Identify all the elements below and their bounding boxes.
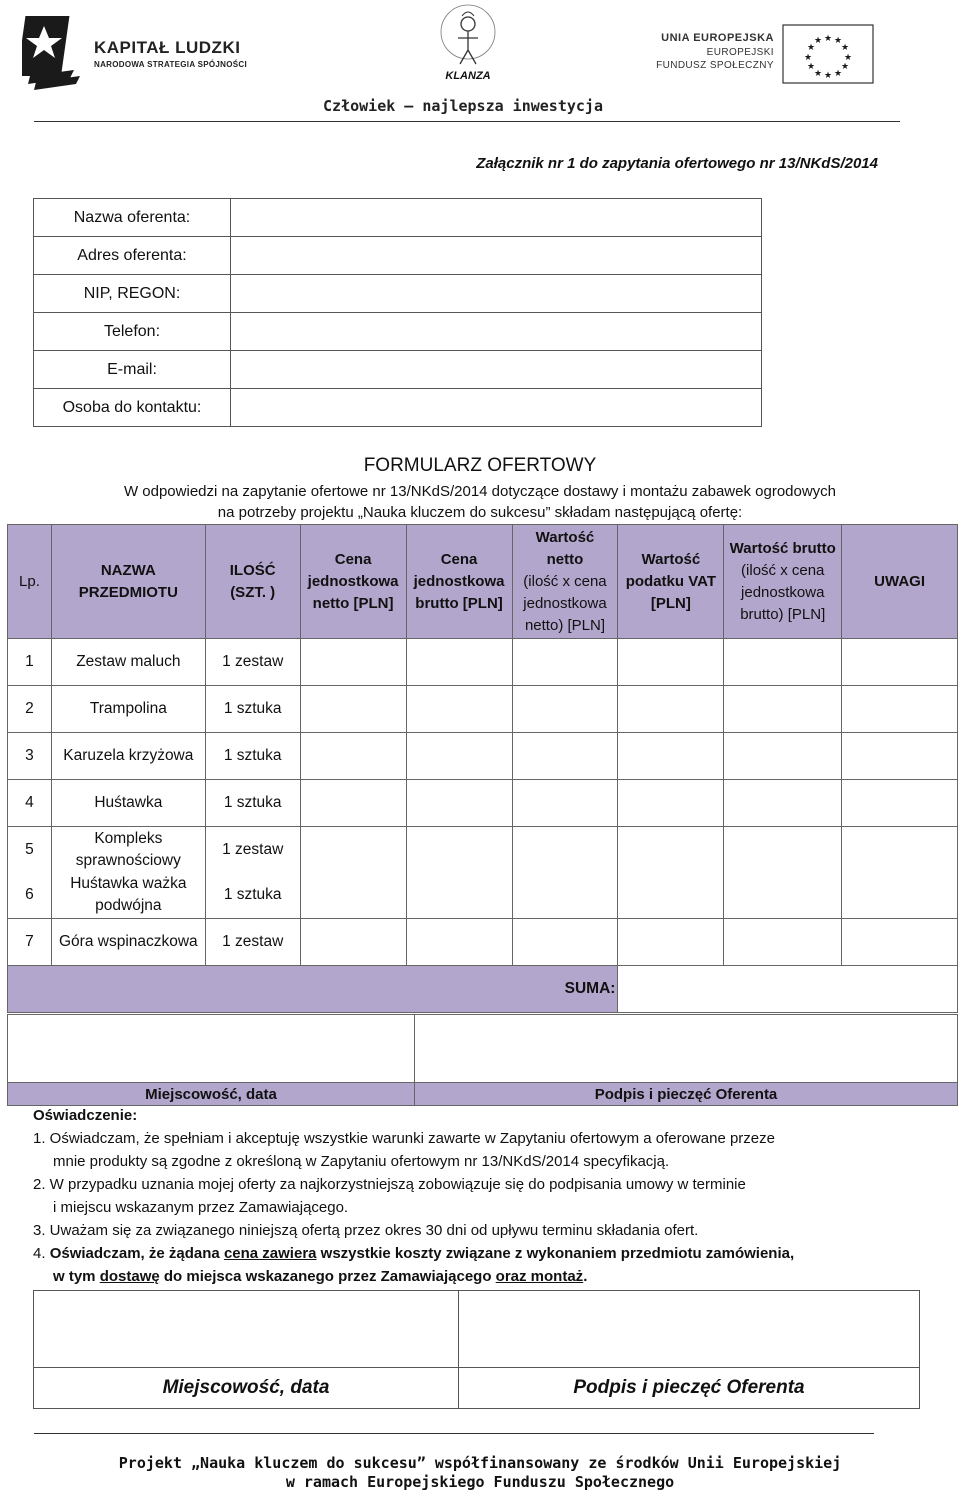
cell-input[interactable] bbox=[842, 780, 958, 827]
declarations bbox=[33, 1104, 933, 1288]
cell-input[interactable] bbox=[300, 639, 406, 686]
cell-name: Góra wspinaczkowa bbox=[51, 919, 205, 966]
declaration-2a: 2. W przypadku uznania mojej oferty za najkorzystniejszą zobowiązuje się do podpisania umowy w terminie bbox=[33, 1176, 746, 1193]
svg-text:★: ★ bbox=[813, 36, 823, 46]
table-row bbox=[8, 780, 958, 827]
cell-name: Huśtawka bbox=[51, 780, 205, 827]
header-divider bbox=[34, 121, 900, 122]
place-date-field-2[interactable] bbox=[34, 1291, 459, 1368]
signature-label-2: Podpis i pieczęć Oferenta bbox=[459, 1368, 920, 1409]
kapital-ludzki-subtitle: NARODOWA STRATEGIA SPÓJNOŚCI bbox=[94, 60, 248, 69]
cell-input[interactable] bbox=[842, 733, 958, 780]
cell-input[interactable] bbox=[842, 873, 958, 919]
cell-input[interactable] bbox=[512, 919, 618, 966]
cell-input[interactable] bbox=[406, 873, 512, 919]
form-title: FORMULARZ OFERTOWY bbox=[363, 455, 597, 476]
kapital-ludzki-emblem-icon bbox=[22, 12, 92, 90]
sum-value[interactable] bbox=[618, 966, 958, 1013]
kapital-ludzki-logo bbox=[22, 12, 282, 90]
svg-text:★: ★ bbox=[803, 53, 813, 63]
header-unit-netto: Cena jednostkowa netto [PLN] bbox=[300, 525, 406, 639]
intro-line1: W odpowiedzi na zapytanie ofertowe nr 13/NKdS/2014 dotyczące dostawy i montażu zabawek ogrodowych bbox=[123, 483, 837, 500]
signature-label-1: Podpis i pieczęć Oferenta bbox=[415, 1083, 958, 1106]
sum-row bbox=[8, 966, 958, 1013]
cell-input[interactable] bbox=[406, 827, 512, 873]
info-label: Osoba do kontaktu: bbox=[34, 389, 231, 427]
cell-name: Zestaw maluch bbox=[51, 639, 205, 686]
cell-input[interactable] bbox=[618, 733, 724, 780]
cell-input[interactable] bbox=[724, 733, 842, 780]
svg-text:★: ★ bbox=[806, 43, 816, 53]
header-vat: Wartość podatku VAT [PLN] bbox=[618, 525, 724, 639]
eu-logo bbox=[652, 20, 882, 80]
info-row bbox=[34, 389, 762, 427]
svg-text:★: ★ bbox=[843, 53, 853, 63]
info-value-field[interactable] bbox=[231, 275, 762, 313]
offeror-info-table bbox=[33, 198, 762, 427]
cell-lp: 2 bbox=[8, 686, 52, 733]
declaration-1a: 1. Oświadczam, że spełniam i akceptuję wszystkie warunki zawarte w Zapytaniu ofertowym a oferowane przeze bbox=[33, 1130, 775, 1147]
cell-input[interactable] bbox=[842, 639, 958, 686]
declarations-title: Oświadczenie: bbox=[33, 1107, 138, 1124]
table-row bbox=[8, 919, 958, 966]
cell-input[interactable] bbox=[724, 780, 842, 827]
cell-qty: 1 sztuka bbox=[205, 780, 300, 827]
declaration-3: 3. Uważam się za związanego niniejszą ofertą przez okres 30 dni od upływu terminu składania ofert. bbox=[33, 1222, 699, 1239]
footer-line1: Projekt „Nauka kluczem do sukcesu” współfinansowany ze środków Unii Europejskiej bbox=[118, 1454, 842, 1472]
info-label: E-mail: bbox=[34, 351, 231, 389]
cell-input[interactable] bbox=[618, 686, 724, 733]
signature-field-1[interactable] bbox=[415, 1015, 958, 1083]
info-row bbox=[34, 237, 762, 275]
cell-input[interactable] bbox=[512, 639, 618, 686]
place-date-label-2: Miejscowość, data bbox=[34, 1368, 459, 1409]
eu-line3: FUNDUSZ SPOŁECZNY bbox=[656, 60, 774, 71]
cell-input[interactable] bbox=[512, 873, 618, 919]
cell-input[interactable] bbox=[300, 733, 406, 780]
cell-qty: 1 zestaw bbox=[205, 919, 300, 966]
eu-line2: EUROPEJSKI bbox=[706, 47, 774, 58]
cell-input[interactable] bbox=[724, 873, 842, 919]
svg-text:★: ★ bbox=[813, 69, 823, 79]
table-row bbox=[8, 873, 958, 919]
kapital-ludzki-title: KAPITAŁ LUDZKI bbox=[94, 38, 241, 57]
cell-input[interactable] bbox=[512, 827, 618, 873]
cell-lp: 3 bbox=[8, 733, 52, 780]
intro-line2: na potrzeby projektu „Nauka kluczem do sukcesu” składam następującą ofertę: bbox=[217, 504, 743, 521]
klanza-label: KLANZA bbox=[445, 70, 491, 82]
svg-text:★: ★ bbox=[823, 71, 833, 81]
svg-text:★: ★ bbox=[823, 34, 833, 44]
eu-line1: UNIA EUROPEJSKA bbox=[661, 32, 774, 44]
info-value-field[interactable] bbox=[231, 199, 762, 237]
cell-input[interactable] bbox=[406, 639, 512, 686]
table-row bbox=[8, 733, 958, 780]
cell-input[interactable] bbox=[724, 919, 842, 966]
header-qty: ILOŚĆ (SZT. ) bbox=[205, 525, 300, 639]
cell-input[interactable] bbox=[300, 780, 406, 827]
cell-input[interactable] bbox=[512, 780, 618, 827]
header-value-netto: Wartość netto (ilość x cena jednostkowa netto) [PLN] bbox=[512, 525, 618, 639]
info-row bbox=[34, 313, 762, 351]
cell-input[interactable] bbox=[618, 780, 724, 827]
cell-qty: 1 sztuka bbox=[205, 686, 300, 733]
cell-input[interactable] bbox=[406, 780, 512, 827]
table-row bbox=[8, 639, 958, 686]
info-value-field[interactable] bbox=[231, 237, 762, 275]
info-value-field[interactable] bbox=[231, 313, 762, 351]
info-value-field[interactable] bbox=[231, 351, 762, 389]
info-label: Nazwa oferenta: bbox=[34, 199, 231, 237]
header-unit-brutto: Cena jednostkowa brutto [PLN] bbox=[406, 525, 512, 639]
cell-input[interactable] bbox=[512, 733, 618, 780]
signature-field-2[interactable] bbox=[459, 1291, 920, 1368]
klanza-figure-icon bbox=[438, 2, 498, 72]
cell-input[interactable] bbox=[618, 827, 724, 873]
cell-input[interactable] bbox=[618, 639, 724, 686]
header-remarks: UWAGI bbox=[842, 525, 958, 639]
table-row bbox=[8, 686, 958, 733]
cell-input[interactable] bbox=[512, 686, 618, 733]
cell-name: Huśtawka ważka podwójna bbox=[51, 873, 205, 919]
info-label: Adres oferenta: bbox=[34, 237, 231, 275]
cell-input[interactable] bbox=[300, 686, 406, 733]
header-lp: Lp. bbox=[8, 525, 52, 639]
signature-table-2 bbox=[33, 1290, 920, 1409]
svg-text:★: ★ bbox=[840, 43, 850, 53]
cell-input[interactable] bbox=[724, 827, 842, 873]
cell-input[interactable] bbox=[724, 686, 842, 733]
footer-divider bbox=[34, 1433, 874, 1434]
cell-input[interactable] bbox=[842, 686, 958, 733]
info-row bbox=[34, 275, 762, 313]
cell-input[interactable] bbox=[842, 919, 958, 966]
signature-table-1 bbox=[7, 1014, 958, 1106]
place-date-field-1[interactable] bbox=[8, 1015, 415, 1083]
cell-qty: 1 zestaw bbox=[205, 639, 300, 686]
cell-input[interactable] bbox=[724, 639, 842, 686]
cell-name: Karuzela krzyżowa bbox=[51, 733, 205, 780]
cell-input[interactable] bbox=[842, 827, 958, 873]
cell-lp: 5 bbox=[8, 827, 52, 873]
svg-text:★: ★ bbox=[833, 36, 843, 46]
svg-text:★: ★ bbox=[806, 62, 816, 72]
cell-input[interactable] bbox=[300, 919, 406, 966]
cell-input[interactable] bbox=[406, 919, 512, 966]
declaration-4b: w tym dostawę do miejsca wskazanego przez Zamawiającego oraz montaż. bbox=[53, 1268, 588, 1285]
cell-qty: 1 sztuka bbox=[205, 733, 300, 780]
declaration-4a: 4. Oświadczam, że żądana cena zawiera wszystkie koszty związane z wykonaniem przedmiotu zamówienia, bbox=[33, 1245, 795, 1262]
cell-input[interactable] bbox=[406, 686, 512, 733]
svg-text:★: ★ bbox=[833, 69, 843, 79]
cell-lp: 7 bbox=[8, 919, 52, 966]
cell-input[interactable] bbox=[618, 919, 724, 966]
klanza-logo bbox=[438, 2, 498, 84]
cell-input[interactable] bbox=[300, 873, 406, 919]
sum-label: SUMA: bbox=[8, 966, 618, 1013]
cell-lp: 6 bbox=[8, 873, 52, 919]
declaration-1b: mnie produkty są zgodne z określoną w Zapytaniu ofertowym nr 13/NKdS/2014 specyfikacją. bbox=[53, 1153, 670, 1170]
eu-flag-icon bbox=[782, 24, 874, 84]
info-value-field[interactable] bbox=[231, 389, 762, 427]
tagline: Człowiek – najlepsza inwestycja bbox=[323, 97, 603, 115]
table-row bbox=[8, 827, 958, 873]
info-row bbox=[34, 199, 762, 237]
declaration-2b: i miejscu wskazanym przez Zamawiającego. bbox=[53, 1199, 349, 1216]
header-value-brutto: Wartość brutto (ilość x cena jednostkowa brutto) [PLN] bbox=[724, 525, 842, 639]
cell-lp: 4 bbox=[8, 780, 52, 827]
cell-input[interactable] bbox=[618, 873, 724, 919]
cell-input[interactable] bbox=[300, 827, 406, 873]
footer-line2: w ramach Europejskiego Funduszu Społecznego bbox=[285, 1473, 675, 1491]
place-date-label-1: Miejscowość, data bbox=[8, 1083, 415, 1106]
cell-name: Kompleks sprawnościowy bbox=[51, 827, 205, 873]
offer-table bbox=[7, 524, 958, 1013]
header-name: NAZWA PRZEDMIOTU bbox=[51, 525, 205, 639]
info-label: Telefon: bbox=[34, 313, 231, 351]
offer-header-row bbox=[8, 525, 958, 639]
cell-name: Trampolina bbox=[51, 686, 205, 733]
info-row bbox=[34, 351, 762, 389]
cell-qty: 1 zestaw bbox=[205, 827, 300, 873]
cell-qty: 1 sztuka bbox=[205, 873, 300, 919]
info-label: NIP, REGON: bbox=[34, 275, 231, 313]
cell-input[interactable] bbox=[406, 733, 512, 780]
attachment-label: Załącznik nr 1 do zapytania ofertowego nr 13/NKdS/2014 bbox=[476, 155, 878, 172]
svg-text:★: ★ bbox=[840, 62, 850, 72]
cell-lp: 1 bbox=[8, 639, 52, 686]
